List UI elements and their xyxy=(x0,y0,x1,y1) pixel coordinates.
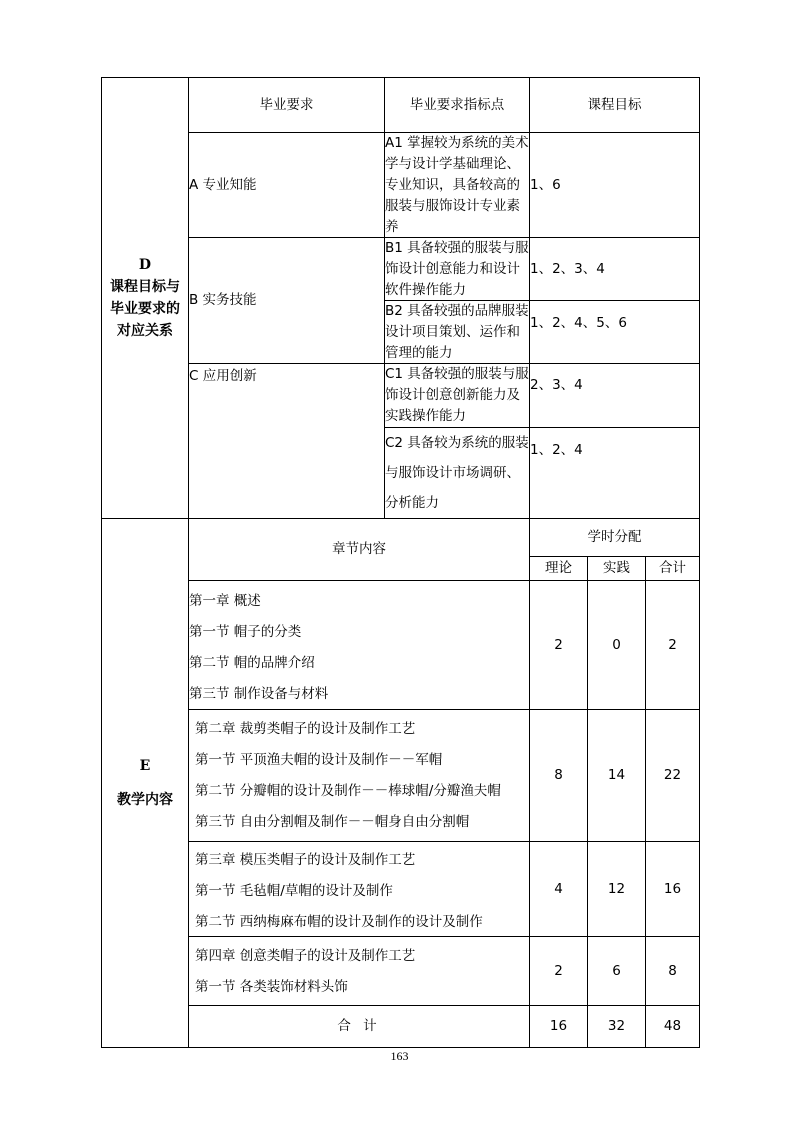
subheader-total: 合计 xyxy=(659,560,686,576)
header-course-goal: 课程目标 xyxy=(587,96,642,113)
sum-total: 48 xyxy=(663,1018,682,1034)
goal-c1: 2、3、4 xyxy=(530,376,583,393)
chapter-1-line-3: 第二节 帽的品牌介绍 xyxy=(189,655,315,671)
chapter-4-practice: 6 xyxy=(612,962,621,979)
goal-a1: 1、6 xyxy=(530,176,561,193)
goal-b2: 1、2、4、5、6 xyxy=(530,314,627,331)
header-hours: 学时分配 xyxy=(587,529,642,545)
chapter-3-theory: 4 xyxy=(554,880,563,897)
chapter-2-theory: 8 xyxy=(554,767,563,783)
header-indicator: 毕业要求指标点 xyxy=(409,96,505,113)
chapter-1-practice: 0 xyxy=(612,636,621,653)
requirement-c: C 应用创新 xyxy=(189,368,257,384)
chapter-1-line-1: 第一章 概述 xyxy=(189,593,261,609)
indicator-b1: B1 具备较强的服装与服饰设计创意能力和设计软件操作能力 xyxy=(385,240,529,298)
chapter-1-theory: 2 xyxy=(554,636,563,653)
chapter-2-line-3: 第二节 分瓣帽的设计及制作－－棒球帽/分瓣渔夫帽 xyxy=(195,783,501,799)
requirement-a: A 专业知能 xyxy=(189,176,257,193)
chapter-3-line-3: 第二节 西纳梅麻布帽的设计及制作的设计及制作 xyxy=(195,914,483,930)
goal-b1: 1、2、3、4 xyxy=(530,260,605,277)
chapter-4-theory: 2 xyxy=(554,962,563,979)
chapter-3-total: 16 xyxy=(663,880,682,897)
chapter-4-line-2: 第一节 各类装饰材料头饰 xyxy=(195,979,348,995)
section-e-title: 教学内容 xyxy=(117,792,173,808)
chapter-1-total: 2 xyxy=(668,636,677,653)
section-e-label xyxy=(102,519,188,1047)
table-border-right xyxy=(699,77,700,1048)
section-d-label xyxy=(102,78,188,518)
sum-practice: 32 xyxy=(607,1018,626,1034)
chapter-2-practice: 14 xyxy=(607,767,626,783)
subheader-theory: 理论 xyxy=(545,560,572,576)
header-chapter-content: 章节内容 xyxy=(332,541,386,557)
chapter-3-practice: 12 xyxy=(607,880,626,897)
table-border-bottom xyxy=(101,1047,700,1048)
indicator-c2 xyxy=(385,428,529,518)
subheader-practice: 实践 xyxy=(603,560,630,576)
chapter-3-line-2: 第一节 毛毡帽/草帽的设计及制作 xyxy=(195,883,393,899)
chapter-2-total: 22 xyxy=(663,767,682,783)
chapter-2-line-2: 第一节 平顶渔夫帽的设计及制作－－军帽 xyxy=(195,752,443,768)
section-d-title-line-3: 对应关系 xyxy=(117,323,173,339)
requirement-b: B 实务技能 xyxy=(189,292,257,308)
header-graduation-requirement: 毕业要求 xyxy=(259,96,314,113)
chapter-4-total: 8 xyxy=(668,962,677,979)
chapter-2-line-4: 第三节 自由分割帽及制作－－帽身自由分割帽 xyxy=(195,814,470,830)
indicator-c1: C1 具备较强的服装与服饰设计创意创新能力及实践操作能力 xyxy=(385,366,529,424)
chapter-2-content xyxy=(195,714,529,840)
goal-c2: 1、2、4 xyxy=(530,441,583,458)
page-number: 163 xyxy=(390,1049,409,1063)
chapter-1-line-4: 第三节 制作设备与材料 xyxy=(189,686,329,702)
indicator-b2: B2 具备较强的品牌服装设计项目策划、运作和管理的能力 xyxy=(385,303,529,361)
chapter-1-content xyxy=(189,586,529,708)
chapter-3-line-1: 第三章 模压类帽子的设计及制作工艺 xyxy=(195,852,416,868)
section-d-title-line-2: 毕业要求的 xyxy=(110,301,180,317)
chapter-4-line-1: 第四章 创意类帽子的设计及制作工艺 xyxy=(195,948,416,964)
sum-label: 合 计 xyxy=(337,1018,381,1034)
section-d-title-line-1: 课程目标与 xyxy=(110,279,180,295)
chapter-2-line-1: 第二章 裁剪类帽子的设计及制作工艺 xyxy=(195,721,416,737)
chapter-1-line-2: 第一节 帽子的分类 xyxy=(189,624,302,640)
chapter-4-content xyxy=(195,941,529,1003)
section-e-letter: E xyxy=(139,758,151,774)
sum-theory: 16 xyxy=(549,1018,568,1034)
chapter-3-content xyxy=(195,845,529,939)
section-d-letter: D xyxy=(138,257,152,273)
indicator-c2-text: C2 具备较为系统的服装与服饰设计市场调研、分析能力 xyxy=(385,435,529,511)
indicator-a1: A1 掌握较为系统的美术学与设计学基础理论、专业知识，具备较高的服装与服饰设计专业素养 xyxy=(385,135,529,235)
